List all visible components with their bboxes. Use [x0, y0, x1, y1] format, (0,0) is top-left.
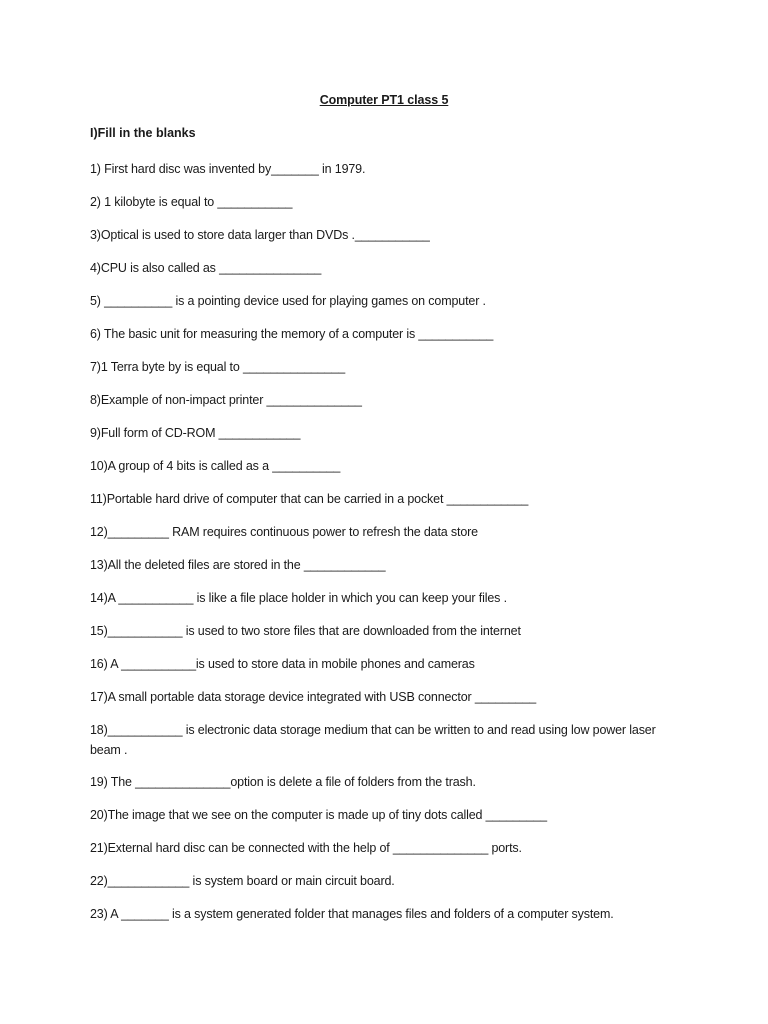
question-11: 11)Portable hard drive of computer that can be carried in a pocket ____________ [90, 492, 529, 506]
question-21: 21)External hard disc can be connected with the help of ______________ ports. [90, 841, 522, 855]
question-15: 15)___________ is used to two store files that are downloaded from the internet [90, 624, 521, 638]
question-18: 18)___________ is electronic data storage medium that can be written to and read using low power laser beam . [90, 723, 656, 757]
question-19: 19) The ______________option is delete a file of folders from the trash. [90, 775, 476, 789]
question-10: 10)A group of 4 bits is called as a __________ [90, 459, 341, 473]
section-heading: I)Fill in the blanks [90, 126, 196, 140]
question-17: 17)A small portable data storage device integrated with USB connector _________ [90, 690, 537, 704]
question-14: 14)A ___________ is like a file place holder in which you can keep your files . [90, 591, 507, 605]
question-22: 22)____________ is system board or main circuit board. [90, 874, 395, 888]
question-16: 16) A ___________is used to store data in mobile phones and cameras [90, 657, 475, 671]
question-7: 7)1 Terra byte by is equal to _______________ [90, 360, 346, 374]
question-4: 4)CPU is also called as _______________ [90, 261, 322, 275]
question-5: 5) __________ is a pointing device used for playing games on computer . [90, 294, 486, 308]
question-1: 1) First hard disc was invented by_______ in 1979. [90, 162, 366, 176]
document-title: Computer PT1 class 5 [319, 93, 449, 107]
question-9: 9)Full form of CD-ROM ____________ [90, 426, 301, 440]
question-2: 2) 1 kilobyte is equal to ___________ [90, 195, 293, 209]
question-12: 12)_________ RAM requires continuous power to refresh the data store [90, 525, 478, 539]
question-list [90, 159, 670, 937]
question-23: 23) A _______ is a system generated folder that manages files and folders of a computer system. [90, 907, 614, 921]
question-6: 6) The basic unit for measuring the memory of a computer is ___________ [90, 327, 494, 341]
question-13: 13)All the deleted files are stored in the ____________ [90, 558, 386, 572]
question-3: 3)Optical is used to store data larger than DVDs .___________ [90, 228, 430, 242]
question-8: 8)Example of non-impact printer ______________ [90, 393, 362, 407]
question-20: 20)The image that we see on the computer is made up of tiny dots called _________ [90, 808, 547, 822]
